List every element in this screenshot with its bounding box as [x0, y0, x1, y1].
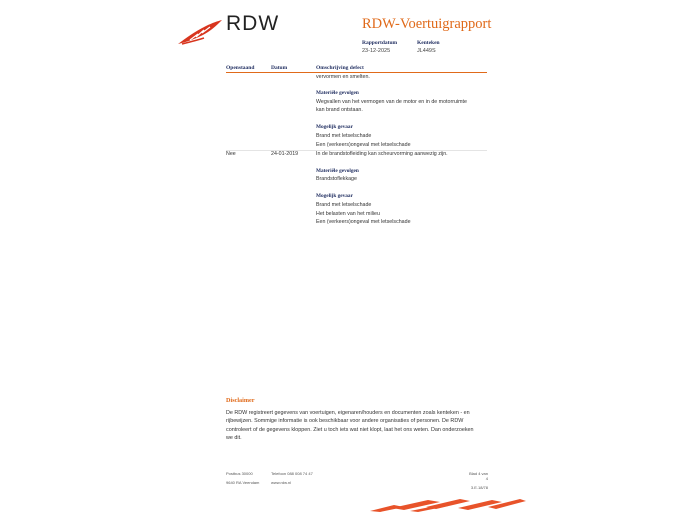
- defect-continued-text: vervormen en smelten.: [316, 74, 370, 80]
- materiele-gevolgen-text: kan brand ontstaan.: [316, 107, 363, 113]
- kenteken-value: JL449S: [417, 48, 436, 54]
- column-header-datum: Datum: [271, 65, 288, 71]
- materiele-gevolgen-text: Brandstoflekkage: [316, 176, 357, 182]
- logo-text: RDW: [226, 12, 280, 35]
- mogelijk-gevaar-text: Brand met letselschade: [316, 202, 372, 208]
- footer-page: [466, 471, 488, 490]
- datum-value: 24-01-2019: [271, 151, 299, 157]
- disclaimer-text: [226, 409, 488, 442]
- openstaand-value: Nee: [226, 151, 236, 157]
- footer-adres: 9640 RA Veendam: [226, 480, 260, 485]
- table-header-rule: [226, 72, 487, 73]
- mogelijk-gevaar-text: Een (verkeers)ongeval met letselschade: [316, 142, 411, 148]
- rdw-logo-mark: [176, 20, 224, 46]
- mogelijk-gevaar-text: Het belasten van het milieu: [316, 211, 380, 217]
- mogelijk-gevaar-label: Mogelijk gevaar: [316, 193, 353, 199]
- disclaimer-line: De RDW registreert gegevens van voertuigen, eigenaren/houders en documenten zoals kenteken - en: [226, 410, 470, 416]
- footer-contact: [271, 471, 313, 485]
- mogelijk-gevaar-text: Brand met letselschade: [316, 133, 372, 139]
- disclaimer-line: controleert of de gegevens kloppen. Ziet u toch iets wat niet klopt, laat het ons weten. Dan onderzoeken: [226, 426, 474, 433]
- footer-code: 3.E.18/78: [470, 485, 488, 490]
- materiele-gevolgen-text: Wegvallen van het vermogen van de motor en in de motorruimte: [316, 99, 467, 105]
- column-header-omschrijving: Omschrijving defect: [316, 65, 364, 71]
- mogelijk-gevaar-text: Een (verkeers)ongeval met letselschade: [316, 219, 411, 225]
- disclaimer-line: we dit.: [226, 434, 242, 441]
- report-title: RDW-Voertuigrapport: [362, 16, 492, 32]
- footer-telefoon: Telefoon 088 008 74 47: [271, 471, 313, 476]
- materiele-gevolgen-label: Materiële gevolgen: [316, 90, 359, 96]
- rapportdatum-value: 23-12-2025: [362, 48, 391, 54]
- footer-stripes-graphic: [370, 498, 526, 512]
- footer-postbus: Postbus 30000: [226, 471, 253, 476]
- materiele-gevolgen-label: Materiële gevolgen: [316, 168, 359, 174]
- column-header-openstaand: Openstaand: [226, 65, 255, 71]
- kenteken-label: Kenteken: [417, 40, 440, 46]
- footer-address: [226, 471, 259, 485]
- footer-website[interactable]: www.rdw.nl: [271, 480, 292, 485]
- disclaimer-line: rijbewijzen. Sommige informatie is ook beschikbaar voor andere organisaties of personen. De RDW: [226, 418, 464, 425]
- footer-pagina: Blad 4 van 4: [469, 471, 488, 481]
- mogelijk-gevaar-label: Mogelijk gevaar: [316, 124, 353, 130]
- omschrijving-value: In de brandstofleiding kan scheurvorming aanwezig zijn.: [316, 151, 448, 157]
- disclaimer-title: Disclaimer: [226, 397, 255, 404]
- rapportdatum-label: Rapportdatum: [362, 40, 398, 46]
